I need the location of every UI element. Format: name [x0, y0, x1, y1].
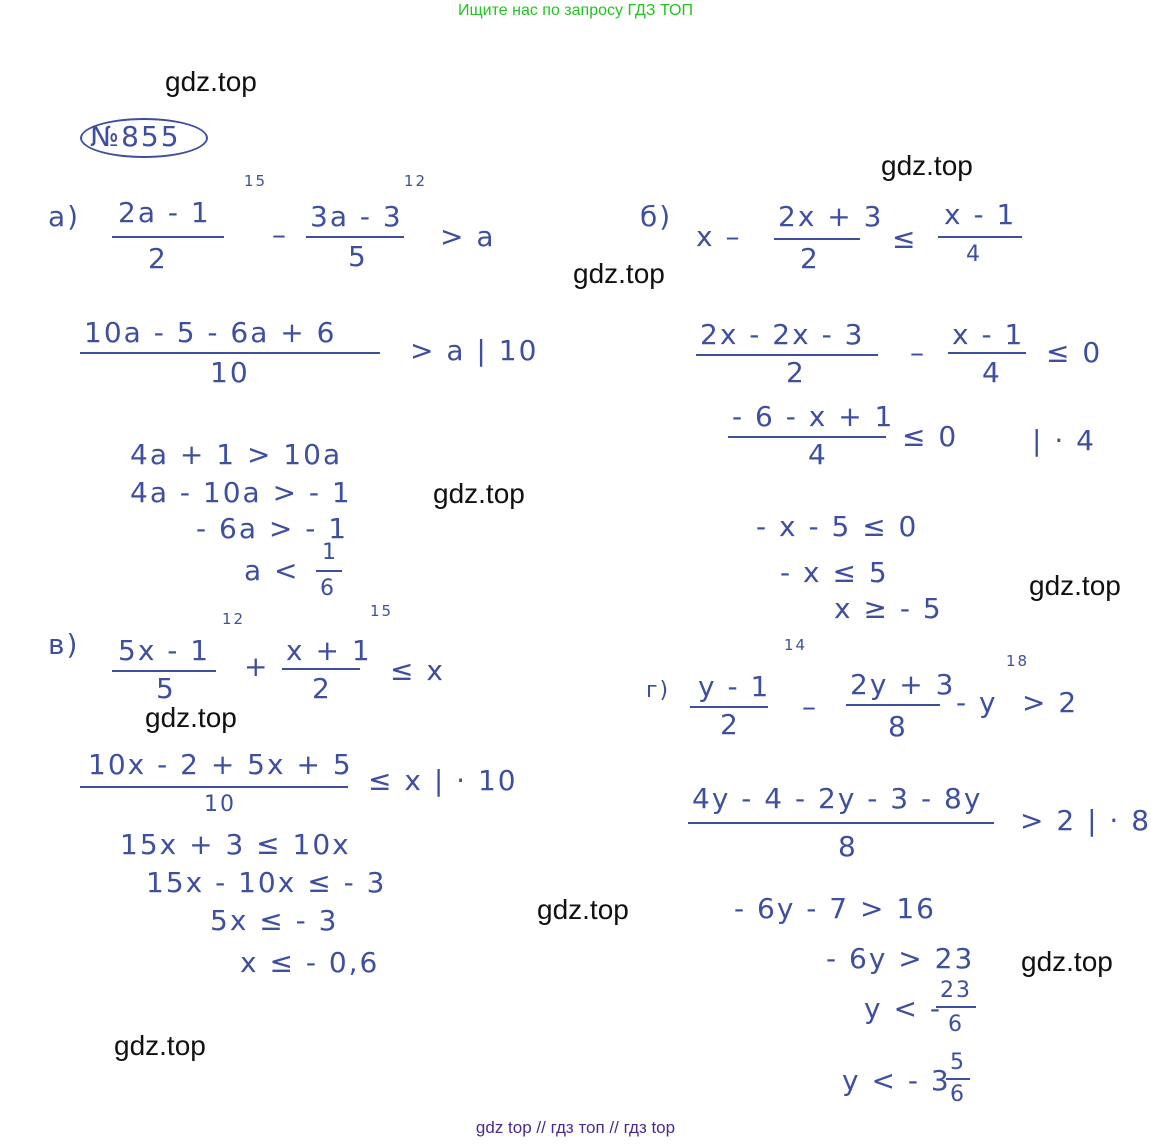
part-a-fraction1-denominator: 2 [148, 242, 168, 275]
part-g-y-term: - y [956, 686, 998, 719]
part-b-step3: - x - 5 ≤ 0 [756, 510, 919, 543]
fraction-bar [774, 238, 860, 240]
part-a-step2: 4a + 1 > 10a [130, 438, 343, 471]
problem-number: №855 [90, 120, 181, 153]
part-b-step1-fraction2-denominator: 4 [982, 356, 1002, 389]
fraction-bar [936, 1006, 976, 1008]
part-g-step2: - 6y - 7 > 16 [734, 892, 936, 925]
part-a-step1-numerator: 10a - 5 - 6a + 6 [84, 316, 337, 349]
plus-sign: + [244, 650, 270, 683]
part-a-multiplier: 12 [404, 172, 428, 190]
part-b-step2-numerator: - 6 - x + 1 [732, 400, 895, 433]
minus-sign: – [802, 690, 818, 723]
fraction-bar [948, 352, 1026, 354]
part-a-fraction2-denominator: 5 [348, 240, 368, 273]
part-v-step5: x ≤ - 0,6 [240, 946, 380, 979]
part-g-step3: - 6y > 23 [826, 942, 975, 975]
watermark: gdz.top [537, 894, 629, 925]
watermark: gdz.top [114, 1030, 206, 1061]
part-g-step4-denominator: 6 [948, 1012, 964, 1037]
part-b-step2-rhs: ≤ 0 [902, 420, 959, 453]
part-a-rhs: > a [440, 220, 496, 253]
part-a-multiplier: 15 [244, 172, 268, 190]
part-g-step1-denominator: 8 [838, 830, 858, 863]
part-v-fraction1-denominator: 5 [156, 672, 176, 705]
fraction-bar [728, 436, 886, 438]
part-g-step5: y < - 3 [842, 1064, 951, 1097]
part-b-step1-numerator: 2x - 2x - 3 [700, 318, 865, 351]
part-a-step1-denominator: 10 [210, 356, 250, 389]
footer-links[interactable]: gdz top // гдз топ // гдз top [475, 1118, 676, 1137]
part-g-fraction2-denominator: 8 [888, 710, 908, 743]
part-b-fraction2-numerator: x - 1 [944, 198, 1017, 231]
part-a-step1-rhs: > a | 10 [410, 334, 539, 367]
minus-sign: – [910, 336, 926, 369]
part-v-label: в) [48, 628, 80, 661]
fraction-bar [846, 704, 940, 706]
part-b-label: б) [640, 200, 673, 233]
part-b-step1-denominator: 2 [786, 356, 806, 389]
part-v-fraction2-numerator: x + 1 [286, 634, 372, 667]
part-b-step2-multiplier: | · 4 [1032, 424, 1096, 457]
watermark: gdz.top [573, 258, 665, 289]
fraction-bar [688, 822, 994, 824]
part-g-step4-numerator: 23 [940, 978, 972, 1003]
part-g-step5-denominator: 6 [950, 1082, 966, 1107]
part-g-step1-rhs: > 2 | · 8 [1020, 804, 1151, 837]
part-b-fraction1-numerator: 2x + 3 [778, 200, 884, 233]
part-g-multiplier: 14 [784, 636, 808, 654]
fraction-bar [306, 236, 404, 238]
part-g-step5-numerator: 5 [950, 1050, 966, 1075]
part-v-rhs: ≤ x [390, 654, 445, 687]
part-v-step1-numerator: 10x - 2 + 5x + 5 [88, 748, 353, 781]
part-b-step1-rhs: ≤ 0 [1046, 336, 1103, 369]
fraction-bar [112, 236, 224, 238]
fraction-bar [282, 668, 360, 670]
part-a-fraction2-numerator: 3a - 3 [310, 200, 403, 233]
part-v-step2: 15x + 3 ≤ 10x [120, 828, 351, 861]
part-b-step2-denominator: 4 [808, 438, 828, 471]
part-g-fraction2-numerator: 2y + 3 [850, 668, 956, 701]
part-b-fraction1-denominator: 2 [800, 242, 820, 275]
search-hint-link[interactable]: Ищите нас по запросу ГДЗ ТОП [458, 2, 693, 19]
part-b-step1-fraction2-numerator: x - 1 [952, 318, 1025, 351]
part-v-step3: 15x - 10x ≤ - 3 [146, 866, 387, 899]
part-a-step5: a < [244, 554, 300, 587]
part-g-step4: y < - [864, 992, 942, 1025]
part-b-step4: - x ≤ 5 [780, 556, 889, 589]
part-g-fraction1-denominator: 2 [720, 708, 740, 741]
watermark: gdz.top [165, 66, 257, 97]
watermark: gdz.top [433, 478, 525, 509]
part-v-multiplier: 15 [370, 602, 394, 620]
part-g-multiplier: 18 [1006, 652, 1030, 670]
part-v-step4: 5x ≤ - 3 [210, 904, 339, 937]
fraction-bar [80, 352, 380, 354]
part-b-fraction2-denominator: 4 [966, 242, 982, 267]
part-g-label: г) [646, 678, 671, 703]
part-a-step5-numerator: 1 [322, 540, 338, 565]
watermark: gdz.top [881, 150, 973, 181]
fraction-bar [80, 786, 348, 788]
watermark: gdz.top [1029, 570, 1121, 601]
part-g-fraction1-numerator: y - 1 [698, 670, 771, 703]
fraction-bar [316, 570, 342, 572]
part-b-lhs: x – [696, 220, 742, 253]
part-v-step1-rhs: ≤ x | · 10 [368, 764, 518, 797]
part-a-label: а) [48, 200, 81, 233]
part-g-step1-numerator: 4y - 4 - 2y - 3 - 8y [692, 782, 983, 815]
part-b-step5: x ≥ - 5 [834, 592, 943, 625]
part-v-step1-denominator: 10 [204, 792, 236, 817]
part-a-step3: 4a - 10a > - 1 [130, 476, 352, 509]
minus-sign: – [272, 218, 288, 251]
part-a-step5-denominator: 6 [320, 576, 336, 601]
part-b-sign: ≤ [892, 222, 918, 255]
part-g-rhs: > 2 [1022, 686, 1079, 719]
watermark: gdz.top [1021, 946, 1113, 977]
fraction-bar [938, 236, 1022, 238]
part-v-fraction2-denominator: 2 [312, 672, 332, 705]
part-a-fraction1-numerator: 2a - 1 [118, 196, 211, 229]
part-a-step4: - 6a > - 1 [196, 512, 349, 545]
part-v-fraction1-numerator: 5x - 1 [118, 634, 211, 667]
fraction-bar [946, 1078, 970, 1080]
watermark: gdz.top [145, 702, 237, 733]
part-v-multiplier: 12 [222, 610, 246, 628]
